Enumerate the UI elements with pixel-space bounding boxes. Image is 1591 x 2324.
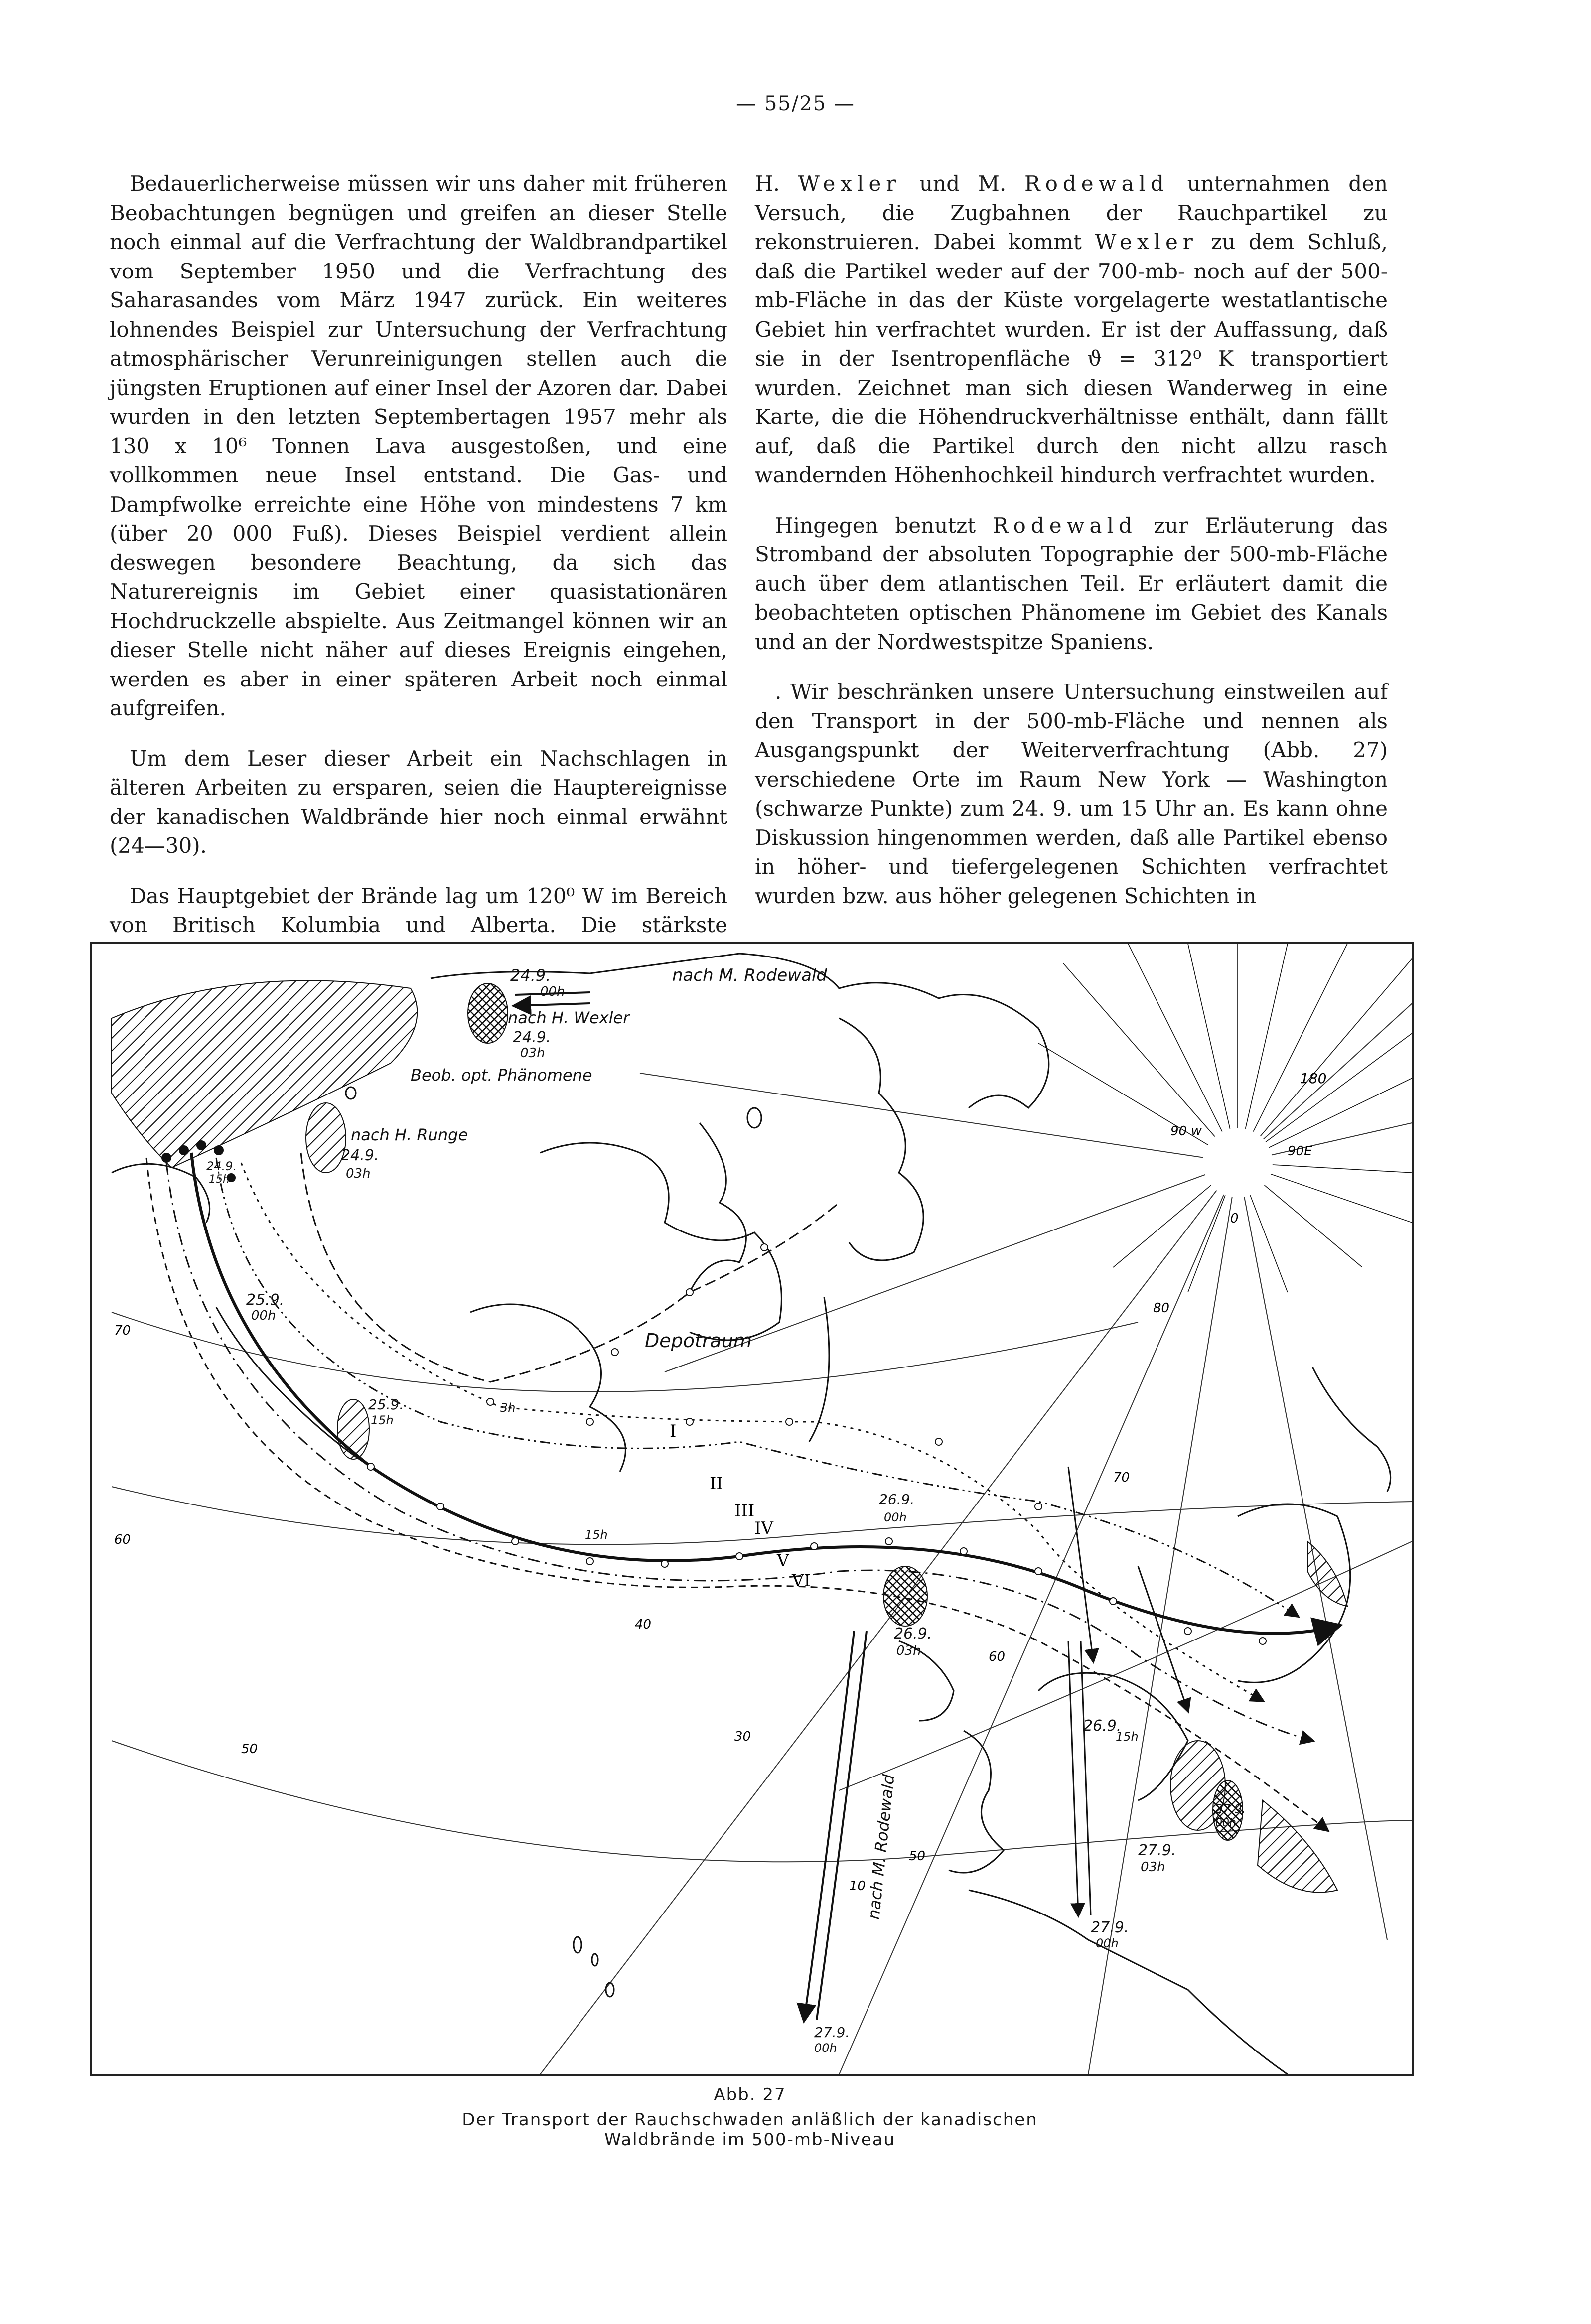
text-run: zu dem Schluß, daß die Partikel weder auf der 700-mb- noch auf der 500-mb-Fläche in das der Küste vorgelagerte westatlantische Gebiet hin verfrachtet wurden. Er ist der Auffassung, daß sie in der Isentropenfläche ϑ = 312⁰ K transportiert wurden. Zeichnet man sich diesen Wanderweg in eine Karte, die die Höhendruckverhältnisse enthält, dann fällt auf, daß die Partikel durch den nicht allzu rasch wandernden Höhenhochkeil hindurch verfrachtet wurden. <box>755 230 1388 487</box>
label-latitude: 50 <box>909 1849 926 1864</box>
label-date: 24.9. <box>513 1029 551 1046</box>
paragraph <box>755 511 1388 657</box>
text-run: H. <box>755 171 798 196</box>
label-time: 03h <box>520 1046 545 1061</box>
label-time: 00h <box>251 1308 276 1323</box>
label-latitude: 40 <box>635 1617 652 1632</box>
label-date: 25.9. <box>246 1291 285 1309</box>
meridian-lines <box>540 1003 1412 2074</box>
label-nach-runge: nach H. Runge <box>351 1125 468 1144</box>
author-name: Wexler <box>798 171 901 196</box>
label-latitude: 30 <box>734 1729 751 1744</box>
label-latitude: 70 <box>114 1323 131 1338</box>
label-trajectory-3: III <box>734 1501 755 1521</box>
label-date: 24.9. <box>206 1159 237 1173</box>
label-latitude: 70 <box>1113 1470 1130 1485</box>
label-date: 27.9. <box>1138 1842 1176 1859</box>
label-longitude: 0 <box>1230 1211 1239 1226</box>
label-trajectory-2: II <box>710 1474 723 1494</box>
label-latitude: 80 <box>1153 1301 1170 1316</box>
caption-line: Der Transport der Rauchschwaden anläßlich der kanadischen <box>462 2110 1038 2130</box>
label-time: 00h <box>1096 1936 1119 1950</box>
label-time: 00h <box>814 2041 837 2055</box>
label-date: 26.9. <box>1083 1717 1122 1735</box>
label-longitude: 90 w <box>1170 1124 1202 1139</box>
figure-caption <box>90 2110 1410 2150</box>
label-beob-opt: Beob. opt. Phänomene <box>411 1066 592 1085</box>
paragraph <box>755 169 1388 490</box>
label-latitude: 60 <box>989 1649 1006 1664</box>
author-name: Rodewald <box>992 513 1137 538</box>
label-trajectory-5: V <box>777 1551 789 1571</box>
author-name: Wexler <box>1095 230 1198 254</box>
label-date: 24.9. <box>510 966 551 985</box>
label-latitude: 10 <box>849 1879 866 1894</box>
map-svg <box>92 944 1412 2074</box>
text-run: unternahmen den Versuch, die Zugbahnen der Rauchpartikel zu rekonstruieren. Dabei kommt <box>755 171 1388 254</box>
right-column <box>755 169 1388 932</box>
label-date: 25.9. <box>368 1396 404 1413</box>
text-run: Hingegen benutzt <box>775 513 993 538</box>
label-longitude: 90E <box>1288 1144 1312 1159</box>
label-nach-wexler: nach H. Wexler <box>508 1008 630 1027</box>
label-depotraum: Depotraum <box>645 1330 752 1352</box>
label-date: 26.9. <box>879 1491 915 1507</box>
page-number: — 55/25 — <box>736 92 855 115</box>
label-date: 27.9. <box>814 2024 850 2041</box>
label-time: 15h <box>1116 1730 1139 1744</box>
label-latitude: 60 <box>114 1532 131 1547</box>
label-time: 03h <box>1141 1860 1165 1875</box>
paragraph: Um dem Leser dieser Arbeit ein Nachschlagen in älteren Arbeiten zu ersparen, seien die Hauptereignisse der kanadischen Waldbrände hier noch einmal erwähnt (24—30). <box>110 746 727 858</box>
pole-center <box>1203 1128 1273 1198</box>
label-time: 00h <box>1215 1817 1236 1829</box>
paragraph: Bedauerlicherweise müssen wir uns daher mit früheren Beobachtungen begnügen und greifen an dieser Stelle noch einmal auf die Verfrachtung der Waldbrandpartikel vom September 1950 und die Verfrachtung des Saharasandes vom März 1947 zurück. Ein weiteres lohnendes Beispiel zur Untersuchung der Verfrachtung atmosphärischer Verunreinigungen stellen auch die jüngsten Eruptionen auf einer Insel der Azoren dar. Dabei wurden in den letzten Septembertagen 1957 mehr als 130 x 10⁶ Tonnen Lava ausgestoßen, und eine vollkommen neue Insel entstand. Die Gas- und Dampfwolke erreichte eine Höhe von mindestens 7 km (über 20 000 Fuß). Dieses Beispiel verdient allein deswegen besondere Beachtung, da sich das Naturereignis im Gebiet einer quasistationären Hochdruckzelle abspielte. Aus Zeitmangel können wir an dieser Stelle nicht näher auf dieses Ereignis eingehen, werden es aber in einer späteren Arbeit noch einmal aufgreifen. <box>110 171 727 720</box>
label-longitude: 180 <box>1300 1070 1327 1087</box>
label-nach-rodewald-vertical: nach M. Rodewald <box>864 1773 898 1920</box>
label-time: 00h <box>540 984 565 999</box>
map-labels <box>114 965 1326 2055</box>
figure-number: Abb. 27 <box>714 2085 786 2105</box>
text-run: und M. <box>901 171 1024 196</box>
label-time: 15h <box>371 1413 394 1427</box>
label-date: 27.9. <box>1091 1919 1129 1936</box>
paragraph: Das Hauptgebiet der Brände lag um 120⁰ W im Bereich von Britisch Kolumbia und Alberta. Die stärkste <box>110 883 727 937</box>
left-column <box>110 169 727 1019</box>
paragraph: . Wir beschränken unsere Untersuchung einstweilen auf den Transport in der 500-mb-Fläche und nennen als Ausgangspunkt der Weiterverfrachtung (Abb. 27) verschiedene Orte im Raum New York — Washington (schwarze Punkte) zum 24. 9. um 15 Uhr an. Es kann ohne Diskussion hingenommen werden, daß alle Partikel ebenso in höher- und tiefergelegenen Schichten verfrachtet wurden bzw. aus höher gelegenen Schichten in <box>755 680 1388 908</box>
label-nach-rodewald: nach M. Rodewald <box>672 965 827 985</box>
label-time: 3h <box>500 1401 516 1415</box>
label-time: 03h <box>896 1643 921 1658</box>
label-trajectory-4: IV <box>754 1518 773 1538</box>
label-date: 26.9. <box>894 1625 932 1642</box>
label-date: 24.9. <box>341 1147 379 1164</box>
figure-map <box>90 942 1414 2076</box>
label-time: 03h <box>346 1166 371 1181</box>
caption-line: Waldbrände im 500-mb-Niveau <box>604 2130 896 2150</box>
label-time: 00h <box>884 1510 907 1524</box>
author-name: Rodewald <box>1024 171 1169 196</box>
label-latitude: 50 <box>241 1742 258 1757</box>
text-run: zur Erläuterung das Stromband der absoluten Topographie der 500-mb-Fläche auch über dem atlantischen Teil. Er erläutert damit die beobachteten optischen Phänomene im Gebiet des Kanals und an der Nordwestspitze Spaniens. <box>755 513 1388 654</box>
label-time: 15h <box>209 1173 230 1186</box>
label-date: 27.9. <box>1215 1802 1246 1816</box>
label-trajectory-1: I <box>670 1421 677 1441</box>
label-time: 15h <box>585 1528 608 1542</box>
label-trajectory-6: VI <box>792 1571 811 1591</box>
